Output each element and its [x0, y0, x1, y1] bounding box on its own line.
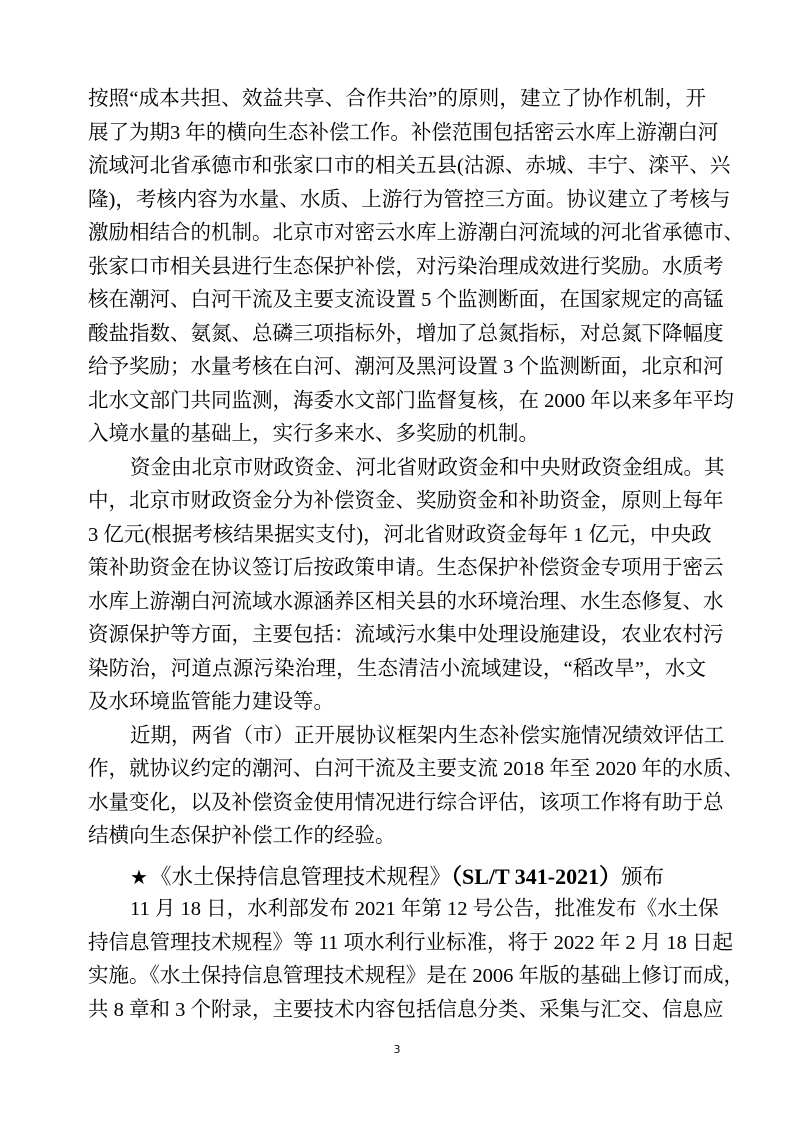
heading-suffix: 颁布: [621, 864, 665, 890]
text-line: 隆)，考核内容为水量、水质、上游行为管控三方面。协议建立了考核与: [88, 188, 731, 211]
body-text: [88, 83, 744, 1027]
text-line: 3 亿元(根据考核结果据实支付)，河北省财政资金每年 1 亿元，中央政: [88, 523, 712, 546]
text-line: 结横向生态保护补偿工作的经验。: [88, 825, 396, 847]
text-line: 实施。《水土保持信息管理技术规程》是在 2006 年版的基础上修订而成，: [88, 965, 744, 987]
text-line: 中，北京市财政资金分为补偿资金、奖励资金和补助资金，原则上每年: [88, 490, 724, 512]
section-heading: [88, 860, 706, 894]
text-line: 流域河北省承德市和张家口市的相关五县(沽源、赤城、丰宁、滦平、兴: [88, 155, 731, 177]
heading-standard-code: （SL/T 341-2021）: [450, 863, 622, 889]
paragraph-evaluation: [88, 720, 744, 854]
text-line: 北水文部门共同监测，海委水文部门监督复核，在 2000 年以来多年平均: [88, 389, 734, 412]
text-line: 共 8 章和 3 个附录，主要技术内容包括信息分类、采集与汇交、信息应: [88, 998, 724, 1021]
paragraph-cooperation-mechanism: [88, 83, 744, 452]
text-line: 近期，两省（市）正开展协议框架内生态补偿实施情况绩效评估工: [130, 724, 725, 747]
text-line: 资源保护等方面，主要包括：流域污水集中处理设施建设，农业农村污: [88, 624, 724, 646]
text-line: 酸盐指数、氨氮、总磷三项指标外，增加了总氮指标，对总氮下降幅度: [88, 322, 724, 345]
text-line: 张家口市相关县进行生态保护补偿，对污染治理成效进行奖励。水质考: [88, 255, 724, 278]
text-line: 水库上游潮白河流域水源涵养区相关县的水环境治理、水生态修复、水: [88, 590, 724, 613]
star-icon: ★: [130, 864, 148, 889]
text-line: 染防治，河道点源污染治理，生态清洁小流域建设，“稻改旱”，水文: [88, 657, 706, 680]
text-line: 入境水量的基础上，实行多来水、多奖励的机制。: [88, 423, 539, 445]
paragraph-standard-release: [88, 893, 744, 1027]
text-line: 及水环境监管能力建设等。: [88, 691, 334, 713]
text-line: 资金由北京市财政资金、河北省财政资金和中央财政资金组成。其: [130, 456, 725, 479]
text-line: 核在潮河、白河干流及主要支流设置 5 个监测断面，在国家规定的高锰: [88, 289, 724, 311]
page-number: 3: [393, 1043, 401, 1056]
text-line: 激励相结合的机制。北京市对密云水库上游潮白河流域的河北省承德市、: [88, 222, 744, 244]
heading-title: 《水土保持信息管理技术规程》: [149, 864, 451, 890]
text-line: 水量变化，以及补偿资金使用情况进行综合评估，该项工作将有助于总: [88, 791, 724, 814]
text-line: 作，就协议约定的潮河、白河干流及主要支流 2018 年至 2020 年的水质、: [88, 758, 744, 780]
text-line: 持信息管理技术规程》等 11 项水利行业标准，将于 2022 年 2 月 18 日起: [88, 931, 733, 954]
paragraph-funding: [88, 452, 725, 720]
text-line: 展了为期3 年的横向生态补偿工作。补偿范围包括密云水库上游潮白河: [88, 121, 719, 144]
text-line: 给予奖励；水量考核在白河、潮河及黑河设置 3 个监测断面，北京和河: [88, 356, 724, 378]
text-line: 11 月 18 日，水利部发布 2021 年第 12 号公告，批准发布《水土保: [130, 898, 719, 920]
text-line: 策补助资金在协议签订后按政策申请。生态保护补偿资金专项用于密云: [88, 557, 724, 579]
text-line: 按照“成本共担、效益共享、合作共治”的原则，建立了协作机制，开: [88, 88, 706, 110]
